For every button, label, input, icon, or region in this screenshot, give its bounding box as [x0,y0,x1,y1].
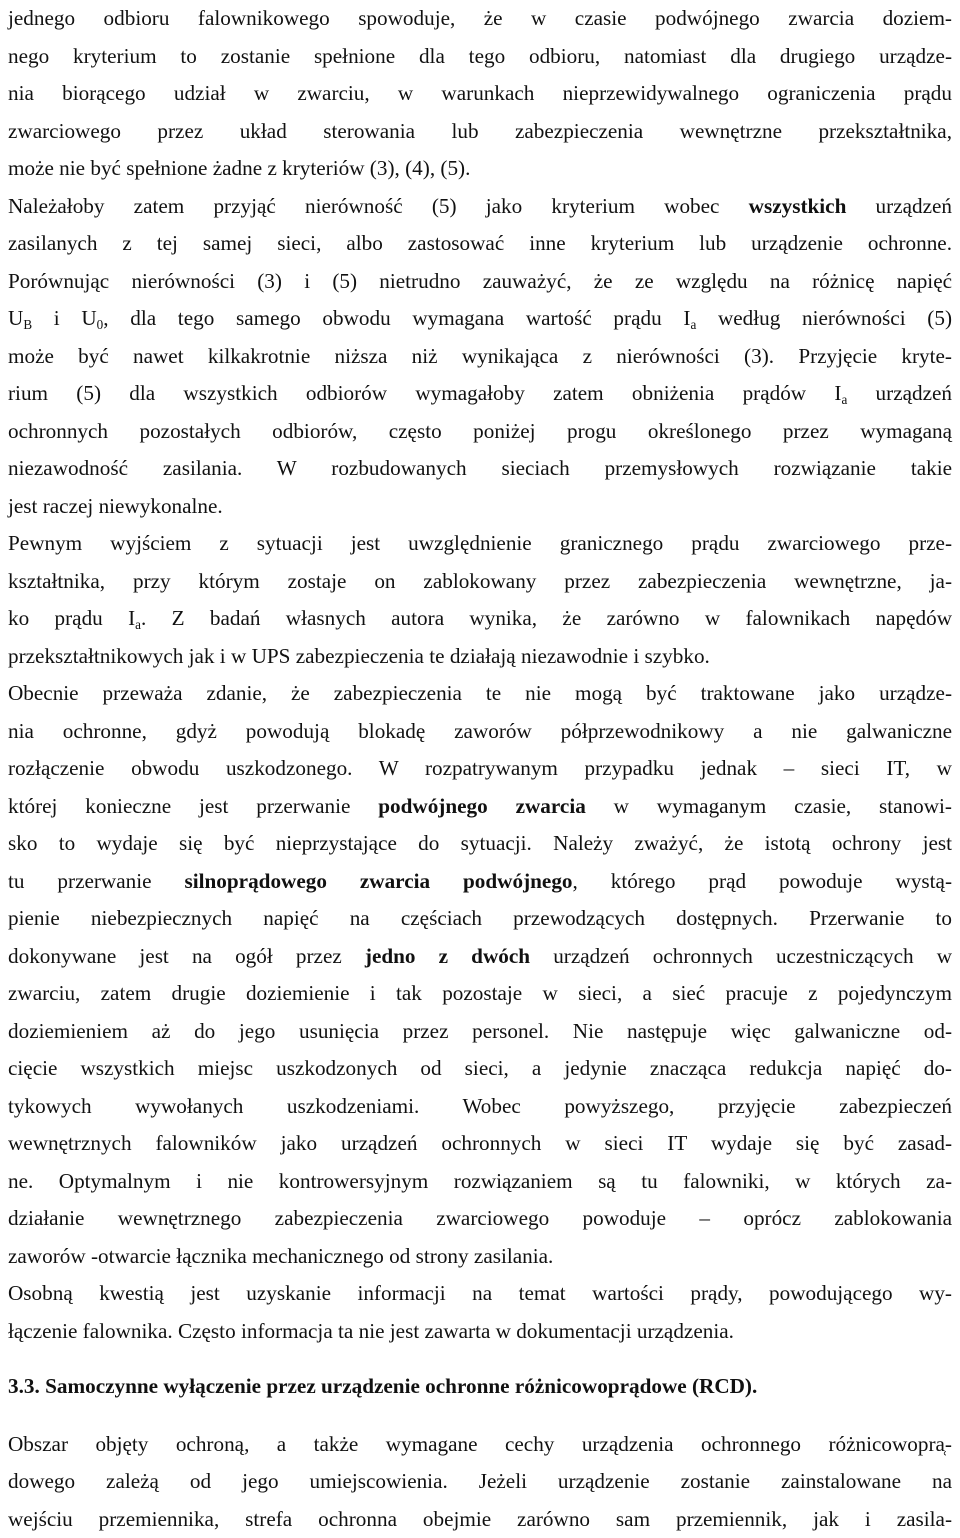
text-line: rozłączenie obwodu uszkodzonego. W rozpatrywanym przypadku jednak – sieci IT, w [8,750,952,788]
text-line: zwarciowego przez układ sterowania lub zabezpieczenia wewnętrzne przekształtnika, [8,113,952,151]
text-line: nego kryterium to zostanie spełnione dla tego odbioru, natomiast dla drugiego urządze- [8,38,952,76]
text-line: kształtnika, przy którym zostaje on zablokowany przez zabezpieczenia wewnętrzne, ja- [8,563,952,601]
text-line: niezawodność zasilania. W rozbudowanych sieciach przemysłowych rozwiązanie takie [8,450,952,488]
text-line: zwarciu, zatem drugie doziemienie i tak pozostaje w sieci, a sieć pracuje z pojedynczym [8,975,952,1013]
text-line: Obszar objęty ochroną, a także wymagane cechy urządzenia ochronnego różnicowopra̜- [8,1426,952,1464]
text-line: jest raczej niewykonalne. [8,488,952,526]
text-line: Należałoby zatem przyjąć nierówność (5) jako kryterium wobec wszystkich urządzeń [8,188,952,226]
text-line: sko to wydaje się być nieprzystające do sytuacji. Należy zważyć, że istotą ochrony jest [8,825,952,863]
text-line: ne. Optymalnym i nie kontrowersyjnym rozwiązaniem są tu falowniki, w których za- [8,1163,952,1201]
text-line: zasilanych z tej samej sieci, albo zastosować inne kryterium lub urządzenie ochronne. [8,225,952,263]
text-line: doziemieniem aż do jego usunięcia przez personel. Nie następuje więc galwaniczne od- [8,1013,952,1051]
text-line: Pewnym wyjściem z sytuacji jest uwzględnienie granicznego prądu zwarciowego prze- [8,525,952,563]
text-line: $U_B$ i $U_0$, dla tego samego obwodu wymagana wartość prądu $I_a$ według nierówności (5) [8,300,952,338]
text-line: Porównując nierówności (3) i (5) nietrudno zauważyć, że ze względu na różnicę napięć [8,263,952,301]
text-line: ochronnych pozostałych odbiorów, często poniżej progu określonego przez wymaganą [8,413,952,451]
text-line: dokonywane jest na ogół przez jedno z dwóch urządzeń ochronnych uczestniczących w [8,938,952,976]
text-line: ko prądu $I_a$. Z badań własnych autora wynika, że zarówno w falownikach napędów [8,600,952,638]
text-line: jednego odbioru falownikowego spowoduje, że w czasie podwójnego zwarcia doziem- [8,0,952,38]
text-line: przekształtnikowych jak i w UPS zabezpieczenia te działają niezawodnie i szybko. [8,638,952,676]
text-line: Osobną kwestią jest uzyskanie informacji na temat wartości prądy, powodującego wy- [8,1275,952,1313]
text-line: tykowych wywołanych uszkodzeniami. Wobec powyższego, przyjęcie zabezpieczeń [8,1088,952,1126]
text-line: zaworów -otwarcie łącznika mechanicznego od strony zasilania. [8,1238,952,1276]
text-line: pienie niebezpiecznych napięć na częściach przewodzących dostępnych. Przerwanie to [8,900,952,938]
text-line: tu przerwanie silnoprądowego zwarcia podwójnego, którego prąd powoduje wystą- [8,863,952,901]
text-line: cięcie wszystkich miejsc uszkodzonych od sieci, a jedynie znacząca redukcja napięć do- [8,1050,952,1088]
bold-phrase: wszystkich [749,194,847,218]
text-line: Obecnie przeważa zdanie, że zabezpieczenia te nie mogą być traktowane jako urządze- [8,675,952,713]
text-line: łączenie falownika. Często informacja ta nie jest zawarta w dokumentacji urządzenia. [8,1313,952,1351]
text-line: wejściu przemiennika, strefa ochronna obejmie zarówno sam przemiennik, jak i zasila- [8,1501,952,1538]
text-line: dowego zależą od jego umiejscowienia. Jeżeli urządzenie zostanie zainstalowane na [8,1463,952,1501]
text-line: rium (5) dla wszystkich odbiorów wymagałoby zatem obniżenia prądów $I_a$ urządzeń [8,375,952,413]
bold-phrase: silnoprądowego zwarcia podwójnego [184,869,572,893]
section-heading: 3.3. Samoczynne wyłączenie przez urządzenie ochronne różnicowoprądowe (RCD). [8,1368,952,1406]
bold-phrase: podwójnego zwarcia [378,794,586,818]
text-line: nia biorącego udział w zwarciu, w warunkach nieprzewidywalnego ograniczenia prądu [8,75,952,113]
text-line: wewnętrznych falowników jako urządzeń ochronnych w sieci IT wydaje się być zasad- [8,1125,952,1163]
text-line: nia ochronne, gdyż powodują blokadę zaworów półprzewodnikowy a nie galwaniczne [8,713,952,751]
text-line: może być nawet kilkakrotnie niższa niż wynikająca z nierówności (3). Przyjęcie kryte- [8,338,952,376]
bold-phrase: jedno z dwóch [365,944,530,968]
text-line: może nie być spełnione żadne z kryteriów (3), (4), (5). [8,150,952,188]
text-line: działanie wewnętrznego zabezpieczenia zwarciowego powoduje – oprócz zablokowania [8,1200,952,1238]
text-line: której konieczne jest przerwanie podwójnego zwarcia w wymaganym czasie, stanowi- [8,788,952,826]
